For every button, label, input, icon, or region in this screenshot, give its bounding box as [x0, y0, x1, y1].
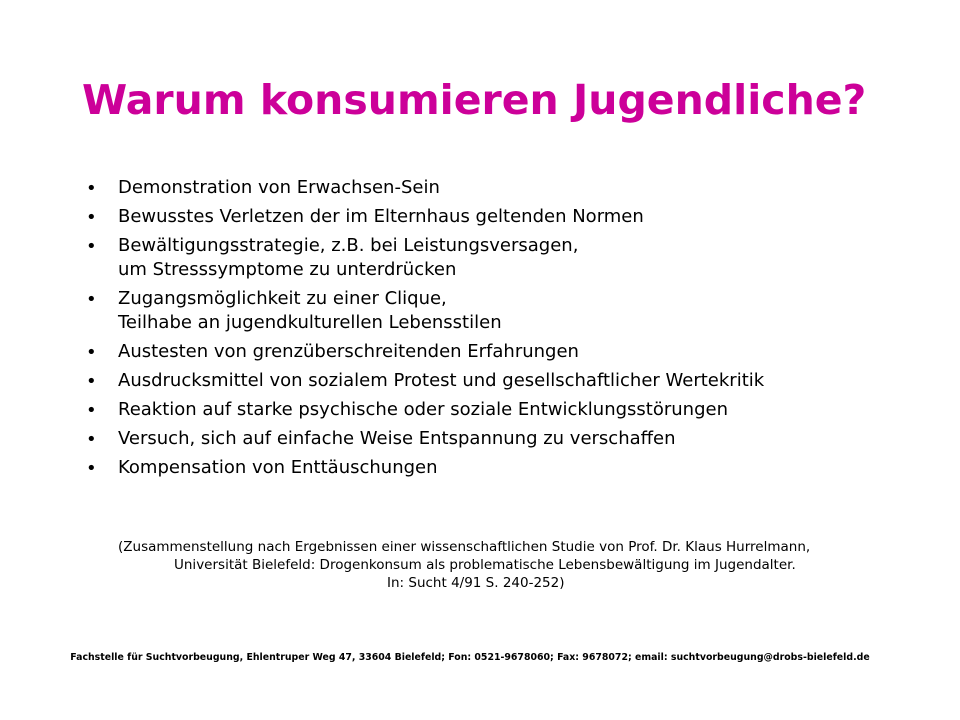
bullet-item — [86, 340, 906, 364]
bullet-text: Bewusstes Verletzen der im Elternhaus geltenden Normen — [118, 206, 644, 227]
bullet-icon: • — [86, 178, 97, 199]
bullet-item — [86, 369, 906, 393]
bullet-icon: • — [86, 236, 97, 257]
bullet-item — [86, 234, 906, 282]
bullet-text: Versuch, sich auf einfache Weise Entspannung zu verschaffen — [118, 428, 676, 449]
bullet-text: Reaktion auf starke psychische oder soziale Entwicklungsstörungen — [118, 399, 728, 420]
bullet-text: um Stresssymptome zu unterdrücken — [118, 259, 457, 280]
bullet-item — [86, 398, 906, 422]
bullet-list — [86, 176, 906, 485]
bullet-text: Austesten von grenzüberschreitenden Erfahrungen — [118, 341, 579, 362]
bullet-icon: • — [86, 289, 97, 310]
citation-line-2: Universität Bielefeld: Drogenkonsum als problematische Lebensbewältigung im Jugendalter. — [174, 557, 796, 573]
citation-line-3: In: Sucht 4/91 S. 240-252) — [387, 575, 565, 591]
bullet-icon: • — [86, 400, 97, 421]
bullet-icon: • — [86, 371, 97, 392]
bullet-text: Teilhabe an jugendkulturellen Lebensstilen — [118, 312, 502, 333]
footer-contact: Fachstelle für Suchtvorbeugung, Ehlentruper Weg 47, 33604 Bielefeld; Fon: 0521-9678060; Fax: 9678072; email: suchtvorbeugung@drobs-bielefeld.de — [70, 652, 870, 663]
bullet-text: Zugangsmöglichkeit zu einer Clique, — [118, 288, 447, 309]
bullet-item — [86, 176, 906, 200]
bullet-icon: • — [86, 342, 97, 363]
bullet-item — [86, 456, 906, 480]
citation-line-1: (Zusammenstellung nach Ergebnissen einer wissenschaftlichen Studie von Prof. Dr. Klaus Hurrelmann, — [118, 539, 811, 555]
bullet-icon: • — [86, 458, 97, 479]
bullet-text: Kompensation von Enttäuschungen — [118, 457, 438, 478]
citation — [90, 538, 870, 592]
bullet-icon: • — [86, 429, 97, 450]
bullet-item — [86, 205, 906, 229]
bullet-icon: • — [86, 207, 97, 228]
bullet-item — [86, 287, 906, 335]
bullet-text: Bewältigungsstrategie, z.B. bei Leistungsversagen, — [118, 235, 579, 256]
bullet-item — [86, 427, 906, 451]
slide-title: Warum konsumieren Jugendliche? — [82, 76, 867, 124]
bullet-text: Demonstration von Erwachsen-Sein — [118, 177, 440, 198]
bullet-text: Ausdrucksmittel von sozialem Protest und gesellschaftlicher Wertekritik — [118, 370, 765, 391]
